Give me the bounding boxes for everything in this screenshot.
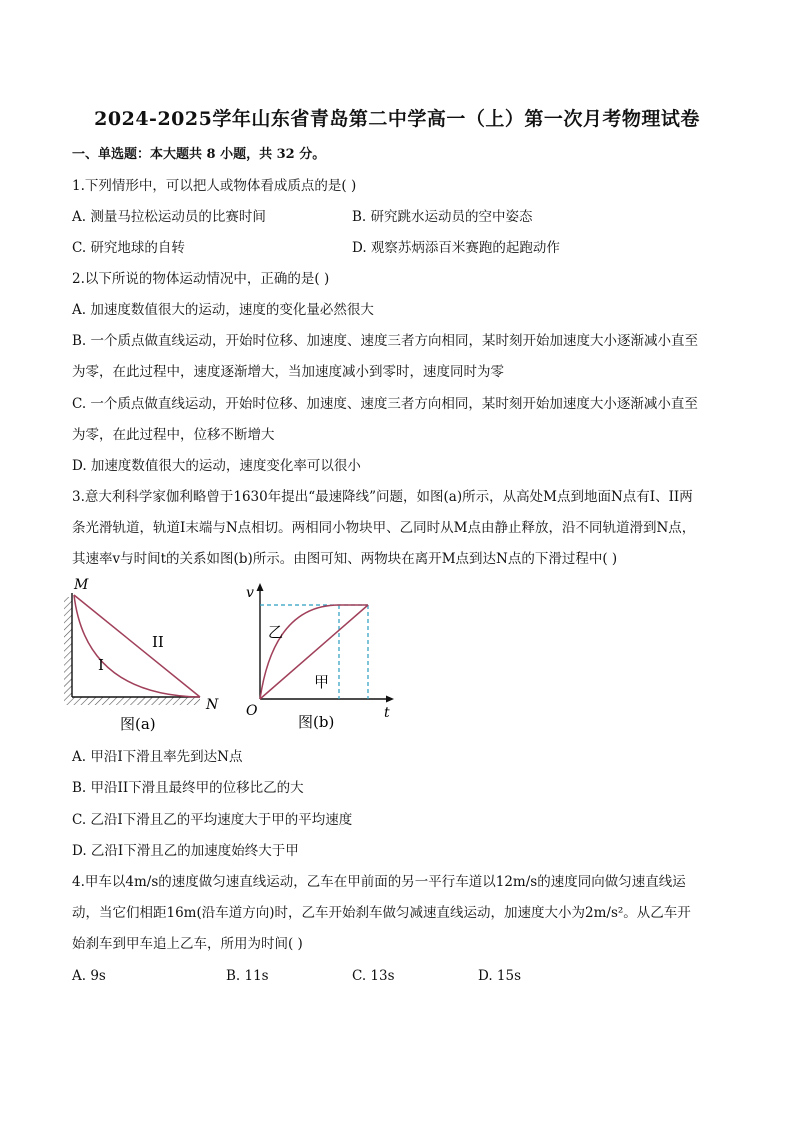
v-axis-arrow: [257, 583, 264, 591]
q2-option-d: D. 加速度数值很大的运动，速度变化率可以很小: [72, 458, 361, 474]
q2-option-a: A. 加速度数值很大的运动，速度的变化量必然很大: [72, 302, 374, 318]
q1-option-b: B. 研究跳水运动员的空中姿态: [352, 209, 533, 225]
section-heading: 一、单选题：本大题共 8 小题，共 32 分。: [72, 147, 326, 162]
origin-label: O: [246, 703, 258, 719]
jia-label: 甲: [314, 673, 330, 691]
t-axis-arrow: [386, 696, 394, 703]
q3-stem-line1: 3.意大利科学家伽利略曾于1630年提出“最速降线”问题，如图(a)所示，从高处M点到地面N点有I、II两: [72, 489, 693, 505]
track-1-label: I: [98, 656, 104, 674]
q2-option-c-line2: 为零，在此过程中，位移不断增大: [72, 427, 275, 443]
q3-figures: [62, 575, 402, 735]
figure-b-caption: 图(b): [298, 713, 335, 731]
point-n-label: N: [206, 697, 219, 713]
q3-stem-line3: 其速率v与时间t的关系如图(b)所示。由图可知、两物块在离开M点到达N点的下滑过程中( ): [72, 551, 618, 567]
q3-option-b: B. 甲沿II下滑且最终甲的位移比乙的大: [72, 780, 304, 796]
figure-a: [64, 577, 219, 733]
q4-option-c: C. 13s: [352, 968, 395, 984]
track-2-line: [74, 595, 200, 697]
point-m-label: M: [74, 577, 89, 593]
q4-option-d: D. 15s: [478, 968, 522, 984]
q4-stem-line2: 动，当它们相距16m(沿车道方向)时，乙车开始刹车做匀减速直线运动，加速度大小为2m/s²。从乙车开: [72, 905, 691, 921]
q2-option-b-line2: 为零，在此过程中，速度逐渐增大，当加速度减小到零时，速度同时为零: [72, 364, 504, 380]
q4-stem-line1: 4.甲车以4m/s的速度做匀速直线运动，乙车在甲前面的另一平行车道以12m/s的速度同向做匀速直线运: [72, 874, 686, 890]
figure-a-caption: 图(a): [120, 715, 156, 733]
q2-stem: 2.以下所说的物体运动情况中，正确的是( ): [72, 271, 330, 287]
figure-b: [246, 583, 394, 731]
q3-option-d: D. 乙沿I下滑且乙的加速度始终大于甲: [72, 843, 299, 859]
track-2-label: II: [152, 633, 164, 651]
yi-label: 乙: [268, 623, 284, 641]
wall-hatch: [64, 597, 72, 705]
q3-option-c: C. 乙沿I下滑且乙的平均速度大于甲的平均速度: [72, 812, 353, 828]
q1-option-c: C. 研究地球的自转: [72, 240, 185, 256]
q1-stem: 1.下列情形中，可以把人或物体看成质点的是( ): [72, 178, 357, 194]
q3-option-a: A. 甲沿I下滑且率先到达N点: [72, 749, 243, 765]
ground-hatch: [72, 697, 200, 705]
q1-option-a: A. 测量马拉松运动员的比赛时间: [72, 209, 266, 225]
q3-figure-svg: [62, 575, 402, 735]
q3-stem-line2: 条光滑轨道，轨道I末端与N点相切。两相同小物块甲、乙同时从M点由静止释放，沿不同轨道滑到N点，: [72, 520, 696, 536]
paper-title: 2024-2025学年山东省青岛第二中学高一（上）第一次月考物理试卷: [94, 108, 700, 130]
q1-option-d: D. 观察苏炳添百米赛跑的起跑动作: [352, 240, 560, 256]
q4-stem-line3: 始刹车到甲车追上乙车，所用为时间( ): [72, 936, 303, 952]
q4-option-b: B. 11s: [226, 968, 269, 984]
v-axis-label: v: [246, 585, 254, 601]
q2-option-c-line1: C. 一个质点做直线运动，开始时位移、加速度、速度三者方向相同，某时刻开始加速度大小逐渐减小直至: [72, 396, 698, 412]
t-axis-label: t: [384, 705, 390, 721]
q2-option-b-line1: B. 一个质点做直线运动，开始时位移、加速度、速度三者方向相同，某时刻开始加速度大小逐渐减小直至: [72, 333, 699, 349]
q4-option-a: A. 9s: [72, 968, 106, 984]
